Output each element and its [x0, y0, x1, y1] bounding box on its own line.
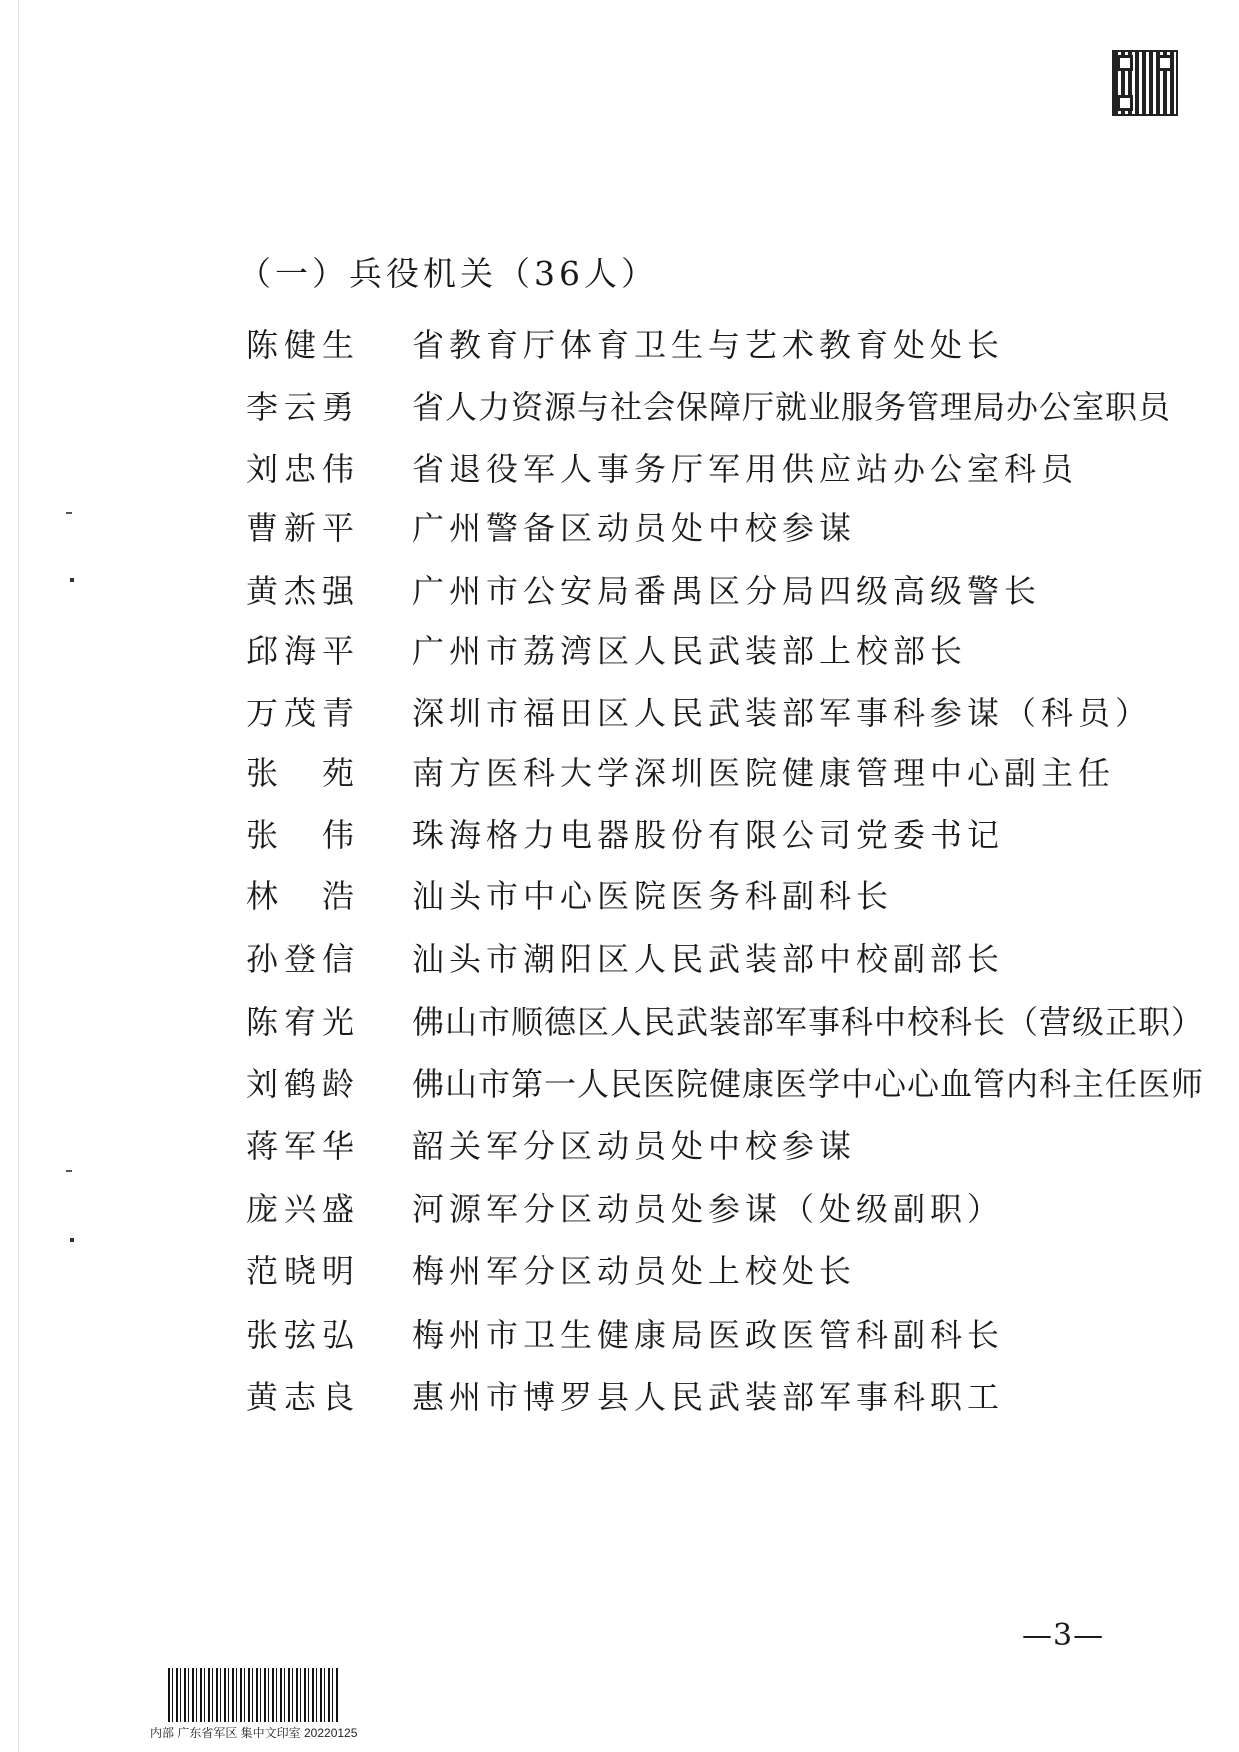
person-title: 汕头市中心医院医务科副科长 [412, 877, 894, 915]
qr-code [1112, 50, 1178, 116]
scan-margin-dot [70, 578, 74, 582]
person-name: 张 苑 [246, 754, 361, 792]
person-title: 惠州市博罗县人民武装部军事科职工 [412, 1378, 1005, 1416]
person-title: 佛山市第一人民医院健康医学中心心血管内科主任医师 [412, 1065, 1205, 1103]
person-name: 李云勇 [246, 388, 361, 426]
person-name: 邱海平 [246, 632, 361, 670]
person-title: 省退役军人事务厅军用供应站办公室科员 [412, 450, 1079, 488]
person-title: 韶关军分区动员处中校参谋 [412, 1127, 857, 1165]
person-title: 汕头市潮阳区人民武装部中校副部长 [412, 940, 1005, 978]
person-name: 庞兴盛 [246, 1190, 361, 1228]
person-name: 陈健生 [246, 326, 361, 364]
person-name: 张 伟 [246, 816, 361, 854]
person-title: 河源军分区动员处参谋（处级副职） [412, 1190, 1005, 1228]
person-title: 深圳市福田区人民武装部军事科参谋（科员） [412, 694, 1153, 732]
person-title: 南方医科大学深圳医院健康管理中心副主任 [412, 754, 1116, 792]
page-edge-line [18, 0, 19, 1752]
person-name: 张弦弘 [246, 1316, 361, 1354]
scan-margin-dot [70, 1238, 74, 1242]
scan-margin-mark [66, 1170, 72, 1172]
person-name: 范晓明 [246, 1252, 361, 1290]
page-number: —3— [1022, 1618, 1105, 1653]
person-name: 曹新平 [246, 509, 361, 547]
person-name: 黄志良 [246, 1378, 361, 1416]
person-title: 梅州市卫生健康局医政医管科副科长 [412, 1316, 1005, 1354]
person-title: 广州市荔湾区人民武装部上校部长 [412, 632, 968, 670]
person-title: 珠海格力电器股份有限公司党委书记 [412, 816, 1005, 854]
person-name: 陈宥光 [246, 1003, 361, 1041]
person-name: 刘鹤龄 [246, 1065, 361, 1103]
person-title: 广州市公安局番禺区分局四级高级警长 [412, 572, 1042, 610]
barcode [168, 1668, 340, 1722]
person-name: 万茂青 [246, 694, 361, 732]
person-title: 省人力资源与社会保障厅就业服务管理局办公室职员 [412, 388, 1172, 426]
section-heading: （一）兵役机关（36人） [238, 254, 658, 293]
person-title: 省教育厅体育卫生与艺术教育处处长 [412, 326, 1005, 364]
person-name: 黄杰强 [246, 572, 361, 610]
person-name: 林 浩 [246, 877, 361, 915]
person-title: 梅州军分区动员处上校处长 [412, 1252, 857, 1290]
person-name: 刘忠伟 [246, 450, 361, 488]
person-title: 佛山市顺德区人民武装部军事科中校科长（营级正职） [412, 1003, 1205, 1041]
qr-finder-pattern [1117, 95, 1133, 111]
barcode-caption: 内部 广东省军区 集中文印室 20220125 [150, 1726, 358, 1740]
person-title: 广州警备区动员处中校参谋 [412, 509, 857, 547]
person-name: 蒋军华 [246, 1127, 361, 1165]
scan-margin-mark [66, 512, 72, 514]
person-name: 孙登信 [246, 940, 361, 978]
